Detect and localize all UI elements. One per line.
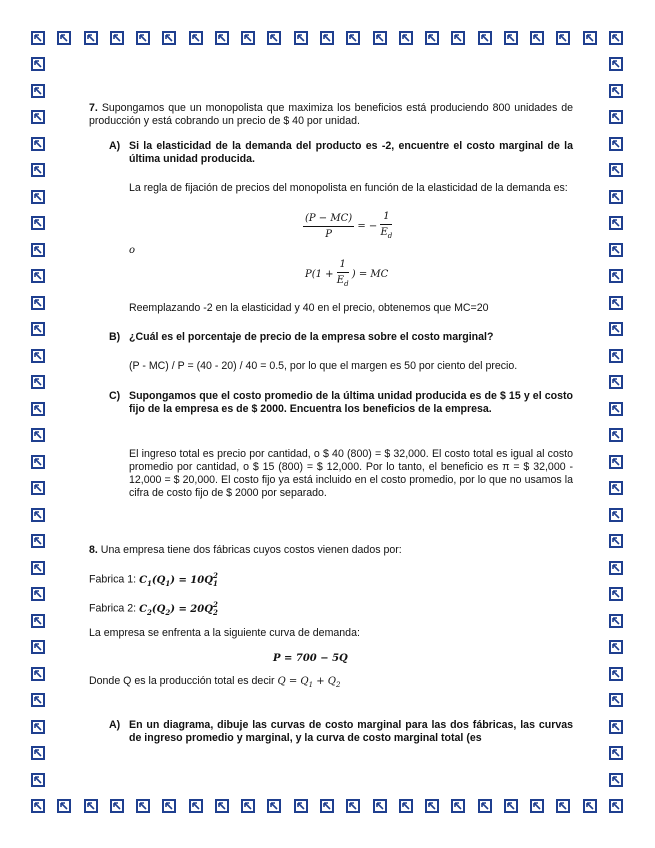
framed-arrow-icon (31, 216, 45, 230)
framed-arrow-icon (31, 667, 45, 681)
q7-intro (89, 102, 573, 128)
framed-arrow-icon (609, 640, 623, 654)
framed-arrow-icon (31, 614, 45, 628)
framed-arrow-icon (31, 799, 45, 813)
framed-arrow-icon (556, 799, 570, 813)
q7-intro-text: Supongamos que un monopolista que maximiza los beneficios está produciendo 800 unidades de producción y está cobrando un precio de $ 40 por unidad. (89, 102, 573, 127)
framed-arrow-icon (294, 31, 308, 45)
framed-arrow-icon (609, 693, 623, 707)
factory-1-cost: Fabrica 1: $C_1(Q_1) = 10Q$ 2 1 (89, 571, 218, 588)
framed-arrow-icon (504, 799, 518, 813)
framed-arrow-icon (609, 57, 623, 71)
framed-arrow-icon (609, 799, 623, 813)
framed-arrow-icon (478, 799, 492, 813)
framed-arrow-icon (399, 31, 413, 45)
framed-arrow-icon (609, 110, 623, 124)
framed-arrow-icon (31, 561, 45, 575)
framed-arrow-icon (320, 31, 334, 45)
framed-arrow-icon (31, 428, 45, 442)
framed-arrow-icon (609, 269, 623, 283)
framed-arrow-icon (346, 31, 360, 45)
q8-intro-text: Una empresa tiene dos fábricas cuyos costos vienen dados por: (100, 544, 402, 556)
framed-arrow-icon (189, 31, 203, 45)
framed-arrow-icon (31, 481, 45, 495)
framed-arrow-icon (609, 508, 623, 522)
q8-a-label: A) (109, 719, 121, 731)
framed-arrow-icon (609, 322, 623, 336)
framed-arrow-icon (110, 31, 124, 45)
framed-arrow-icon (609, 402, 623, 416)
framed-arrow-icon (31, 57, 45, 71)
framed-arrow-icon (31, 296, 45, 310)
q7-c-label: C) (109, 390, 121, 402)
framed-arrow-icon (31, 402, 45, 416)
framed-arrow-icon (57, 799, 71, 813)
framed-arrow-icon (31, 746, 45, 760)
framed-arrow-icon (31, 508, 45, 522)
q7-a-label: A) (109, 140, 121, 152)
framed-arrow-icon (31, 110, 45, 124)
framed-arrow-icon (162, 799, 176, 813)
demand-text: La empresa se enfrenta a la siguiente curva de demanda: (89, 627, 360, 639)
framed-arrow-icon (241, 31, 255, 45)
framed-arrow-icon (425, 799, 439, 813)
framed-arrow-icon (31, 534, 45, 548)
framed-arrow-icon (31, 163, 45, 177)
framed-arrow-icon (609, 243, 623, 257)
q7-a-answer: Reemplazando -2 en la elasticidad y 40 en el precio, obtenemos que MC=20 (129, 302, 489, 314)
framed-arrow-icon (373, 799, 387, 813)
framed-arrow-icon (31, 322, 45, 336)
framed-arrow-icon (609, 667, 623, 681)
framed-arrow-icon (609, 216, 623, 230)
framed-arrow-icon (31, 84, 45, 98)
framed-arrow-icon (267, 799, 281, 813)
framed-arrow-icon (530, 799, 544, 813)
framed-arrow-icon (31, 693, 45, 707)
framed-arrow-icon (609, 614, 623, 628)
framed-arrow-icon (189, 799, 203, 813)
q7-a-text: La regla de fijación de precios del monopolista en función de la elasticidad de la demanda es: (129, 182, 568, 194)
framed-arrow-icon (31, 455, 45, 469)
equation-markup-rule: $\frac{(P - MC)}{P}$ = − $\frac{1}{E_d}$ (305, 211, 393, 240)
framed-arrow-icon (609, 587, 623, 601)
q7-c-answer: El ingreso total es precio por cantidad, o $ 40 (800) = $ 32,000. El costo total es igual al costo promedio por cantidad, o $ 15 (800) = $ 12,000. Por lo tanto, el beneficio es π = $ 32,000 - 12,000 = $ 20,000. El costo fijo ya está incluido en el costo promedio, por lo que no usamos la cifra de costo fijo de $ 2000 por separado. (129, 448, 573, 499)
framed-arrow-icon (504, 31, 518, 45)
framed-arrow-icon (609, 428, 623, 442)
framed-arrow-icon (31, 640, 45, 654)
framed-arrow-icon (294, 799, 308, 813)
framed-arrow-icon (609, 137, 623, 151)
framed-arrow-icon (609, 190, 623, 204)
framed-arrow-icon (162, 31, 176, 45)
framed-arrow-icon (399, 799, 413, 813)
framed-arrow-icon (609, 746, 623, 760)
framed-arrow-icon (373, 31, 387, 45)
q8-intro (89, 544, 573, 557)
framed-arrow-icon (609, 561, 623, 575)
framed-arrow-icon (609, 375, 623, 389)
framed-arrow-icon (609, 296, 623, 310)
framed-arrow-icon (583, 31, 597, 45)
framed-arrow-icon (31, 587, 45, 601)
q7-a-question: Si la elasticidad de la demanda del producto es -2, encuentre el costo marginal de la última unidad producida. (129, 140, 573, 165)
equation-markup-rule-alt: P(1 + $\frac{1}{E_d}$ ) = MC (305, 259, 389, 288)
framed-arrow-icon (215, 31, 229, 45)
framed-arrow-icon (31, 137, 45, 151)
framed-arrow-icon (583, 799, 597, 813)
framed-arrow-icon (136, 799, 150, 813)
framed-arrow-icon (31, 269, 45, 283)
framed-arrow-icon (609, 773, 623, 787)
framed-arrow-icon (267, 31, 281, 45)
framed-arrow-icon (31, 375, 45, 389)
q7-b-question: ¿Cuál es el porcentaje de precio de la empresa sobre el costo marginal? (129, 331, 494, 343)
framed-arrow-icon (31, 773, 45, 787)
framed-arrow-icon (346, 799, 360, 813)
framed-arrow-icon (609, 481, 623, 495)
framed-arrow-icon (451, 799, 465, 813)
q8-a-question: En un diagrama, dibuje las curvas de costo marginal para las dos fábricas, las curvas de ingreso promedio y marginal, y la curva de costo marginal total (es (129, 719, 573, 744)
q7-number: 7. (89, 102, 98, 114)
framed-arrow-icon (215, 799, 229, 813)
q7-b-answer: (P - MC) / P = (40 - 20) / 40 = 0.5, por lo que el margen es 50 por ciento del precio. (129, 360, 518, 372)
framed-arrow-icon (84, 799, 98, 813)
framed-arrow-icon (451, 31, 465, 45)
or-word: o (129, 245, 136, 256)
framed-arrow-icon (31, 31, 45, 45)
framed-arrow-icon (556, 31, 570, 45)
framed-arrow-icon (609, 349, 623, 363)
q8-number: 8. (89, 544, 98, 556)
framed-arrow-icon (478, 31, 492, 45)
q7-c-question: Supongamos que el costo promedio de la última unidad producida es de $ 15 y el costo fijo de la empresa es de $ 2000. Encuentra los beneficios de la empresa. (129, 390, 573, 415)
framed-arrow-icon (425, 31, 439, 45)
framed-arrow-icon (609, 534, 623, 548)
framed-arrow-icon (84, 31, 98, 45)
framed-arrow-icon (609, 31, 623, 45)
framed-arrow-icon (530, 31, 544, 45)
framed-arrow-icon (31, 190, 45, 204)
framed-arrow-icon (609, 163, 623, 177)
framed-arrow-icon (31, 243, 45, 257)
framed-arrow-icon (241, 799, 255, 813)
framed-arrow-icon (110, 799, 124, 813)
framed-arrow-icon (609, 84, 623, 98)
framed-arrow-icon (31, 720, 45, 734)
framed-arrow-icon (609, 455, 623, 469)
q7-b-label: B) (109, 331, 121, 343)
total-production: Donde Q es la producción total es decir $Q = Q_1 + Q_2$ (89, 675, 341, 689)
framed-arrow-icon (320, 799, 334, 813)
framed-arrow-icon (609, 720, 623, 734)
factory-2-cost: Fabrica 2: $C_2(Q_2) = 20Q$ 2 2 (89, 600, 218, 617)
framed-arrow-icon (136, 31, 150, 45)
demand-equation: P = 700 − 5Q (273, 653, 348, 664)
framed-arrow-icon (57, 31, 71, 45)
framed-arrow-icon (31, 349, 45, 363)
